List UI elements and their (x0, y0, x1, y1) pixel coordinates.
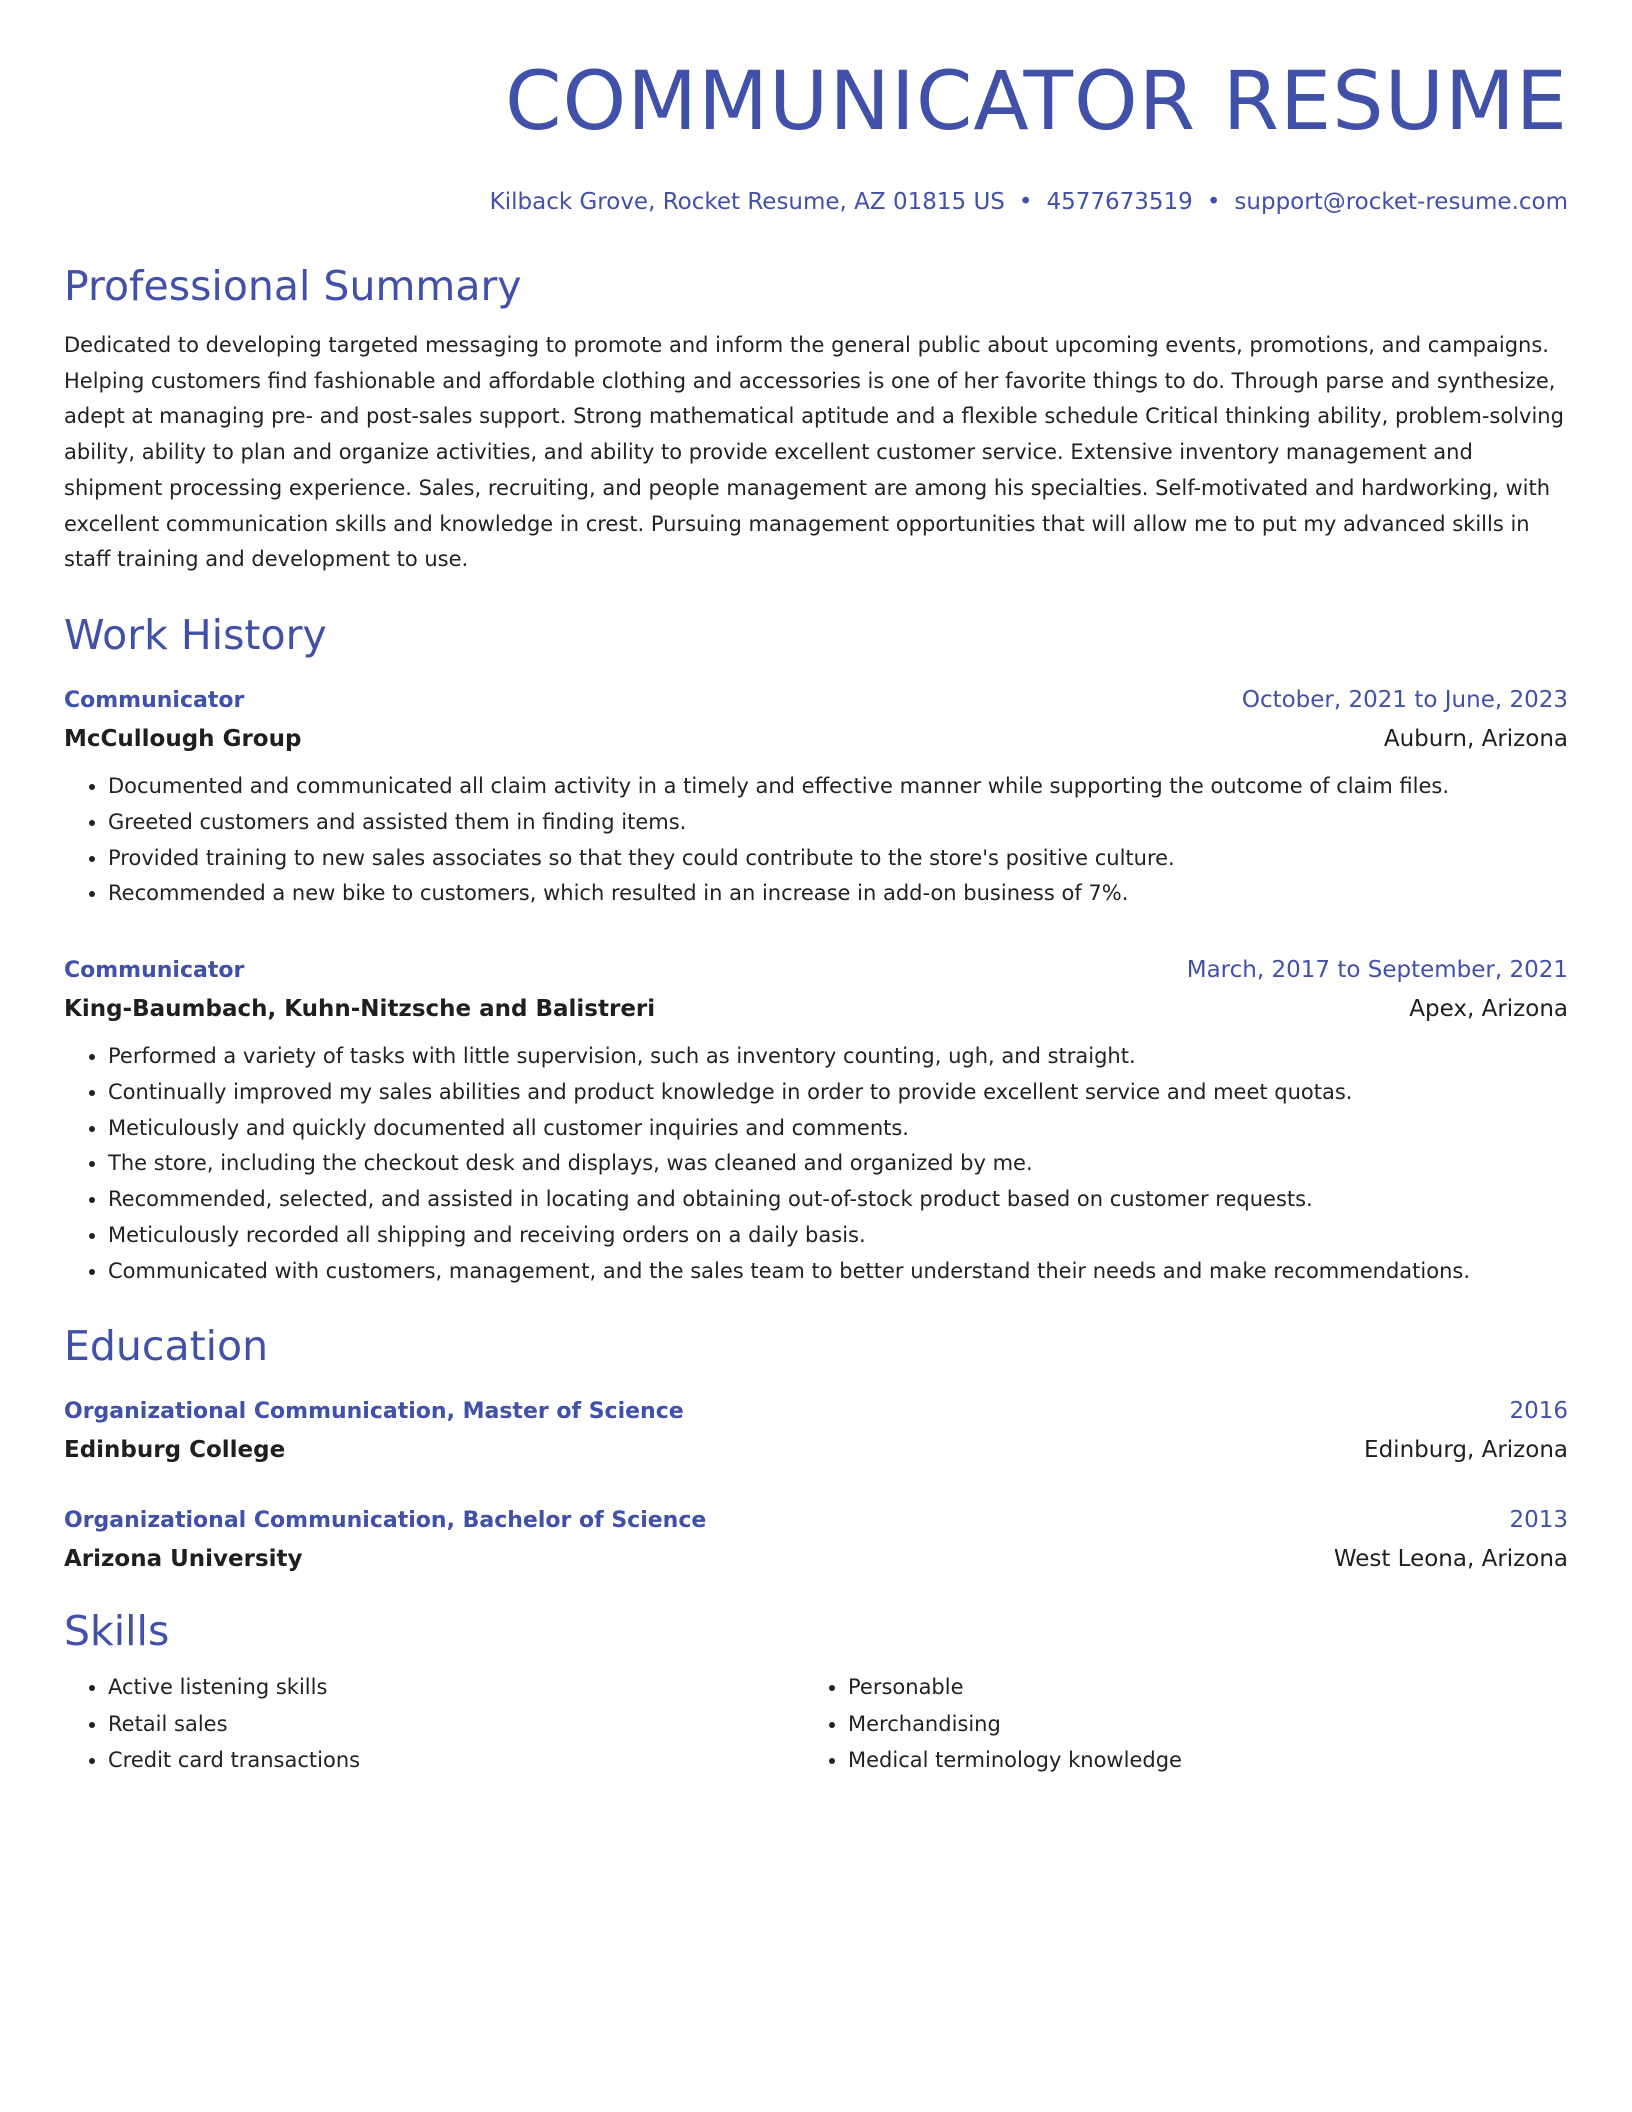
section-title-summary: Professional Summary (64, 262, 522, 310)
education-section (64, 1318, 1568, 1374)
list-item: • Continually improved my sales abilities and product knowledge in order to provide excellent service and meet quotas. (108, 1075, 1568, 1111)
list-item: • Greeted customers and assisted them in finding items. (108, 805, 1568, 841)
contact-phone: 4577673519 (1046, 189, 1193, 215)
education-entry (64, 1502, 1568, 1579)
list-item: • Medical terminology knowledge (848, 1742, 1544, 1779)
summary-section (64, 258, 1568, 578)
skills-list-left (64, 1669, 804, 1779)
education-entry (64, 1393, 1568, 1470)
job-bullets (64, 769, 1568, 912)
contact-email: support@rocket-resume.com (1234, 189, 1568, 215)
resume-title: COMMUNICATOR RESUME (504, 55, 1568, 149)
job-company: King-Baumbach, Kuhn-Nitzsche and Balistreri (64, 996, 656, 1022)
skills-columns (64, 1669, 1568, 1779)
list-item: • Communicated with customers, management, and the sales team to better understand their needs and make recommendations. (108, 1254, 1568, 1290)
job-bullets (64, 1039, 1568, 1290)
list-item: • Meticulously recorded all shipping and receiving orders on a daily basis. (108, 1218, 1568, 1254)
education-school: Edinburg College (64, 1437, 286, 1463)
job-entry (64, 952, 1568, 1290)
list-item: • Documented and communicated all claim activity in a timely and effective manner while supporting the outcome of claim files. (108, 769, 1568, 805)
job-role: Communicator (64, 688, 245, 713)
contact-separator: • (1206, 189, 1221, 215)
list-item: • Recommended, selected, and assisted in locating and obtaining out-of-stock product based on customer requests. (108, 1182, 1568, 1218)
job-dates: March, 2017 to September, 2021 (1186, 957, 1568, 983)
skills-section (64, 1603, 1568, 1779)
section-title-work: Work History (64, 611, 327, 659)
summary-text: Dedicated to developing targeted messaging to promote and inform the general public about upcoming events, promotions, and campaigns. Helping customers find fashionable and affordable clothing and accessories is one of her favorite things to do. Through parse and synthesize, adept at managing pre- and post-sales support. Strong mathematical aptitude and a flexible schedule Critical thinking ability, problem-solving ability, ability to plan and organize activities, and ability to provide excellent customer service. Extensive inventory management and shipment processing experience. Sales, recruiting, and people management are among his specialties. Self-motivated and hardworking, with excellent communication skills and knowledge in crest. Pursuing management opportunities that will allow me to put my advanced skills in staff training and development to use. (64, 333, 1564, 572)
list-item: • Credit card transactions (108, 1742, 804, 1779)
contact-separator: • (1018, 189, 1033, 215)
job-entry (64, 682, 1568, 912)
list-item: • Active listening skills (108, 1669, 804, 1706)
skills-list-right (804, 1669, 1544, 1779)
contact-address: Kilback Grove, Rocket Resume, AZ 01815 US (489, 189, 1005, 215)
education-school: Arizona University (64, 1546, 303, 1572)
education-year: 2016 (1509, 1398, 1568, 1424)
job-company: McCullough Group (64, 726, 302, 752)
list-item: • Merchandising (848, 1706, 1544, 1743)
list-item: • Personable (848, 1669, 1544, 1706)
education-degree: Organizational Communication, Master of Science (64, 1399, 684, 1424)
education-location: Edinburg, Arizona (1364, 1437, 1568, 1463)
contact-line (490, 184, 1568, 220)
list-item: • Recommended a new bike to customers, which resulted in an increase in add-on business of 7%. (108, 876, 1568, 912)
education-year: 2013 (1509, 1507, 1568, 1533)
job-role: Communicator (64, 958, 245, 983)
section-title-education: Education (64, 1322, 269, 1370)
list-item: • Provided training to new sales associates so that they could contribute to the store's positive culture. (108, 841, 1568, 877)
education-degree: Organizational Communication, Bachelor of Science (64, 1508, 707, 1533)
job-dates: October, 2021 to June, 2023 (1241, 687, 1568, 713)
education-location: West Leona, Arizona (1333, 1546, 1568, 1572)
list-item: • Retail sales (108, 1706, 804, 1743)
resume-header (64, 0, 1568, 152)
work-section (64, 607, 1568, 663)
list-item: • Meticulously and quickly documented all customer inquiries and comments. (108, 1111, 1568, 1147)
job-location: Auburn, Arizona (1383, 726, 1568, 752)
job-location: Apex, Arizona (1409, 996, 1568, 1022)
list-item: • The store, including the checkout desk and displays, was cleaned and organized by me. (108, 1146, 1568, 1182)
list-item: • Performed a variety of tasks with little supervision, such as inventory counting, ugh, and straight. (108, 1039, 1568, 1075)
section-title-skills: Skills (64, 1607, 170, 1655)
